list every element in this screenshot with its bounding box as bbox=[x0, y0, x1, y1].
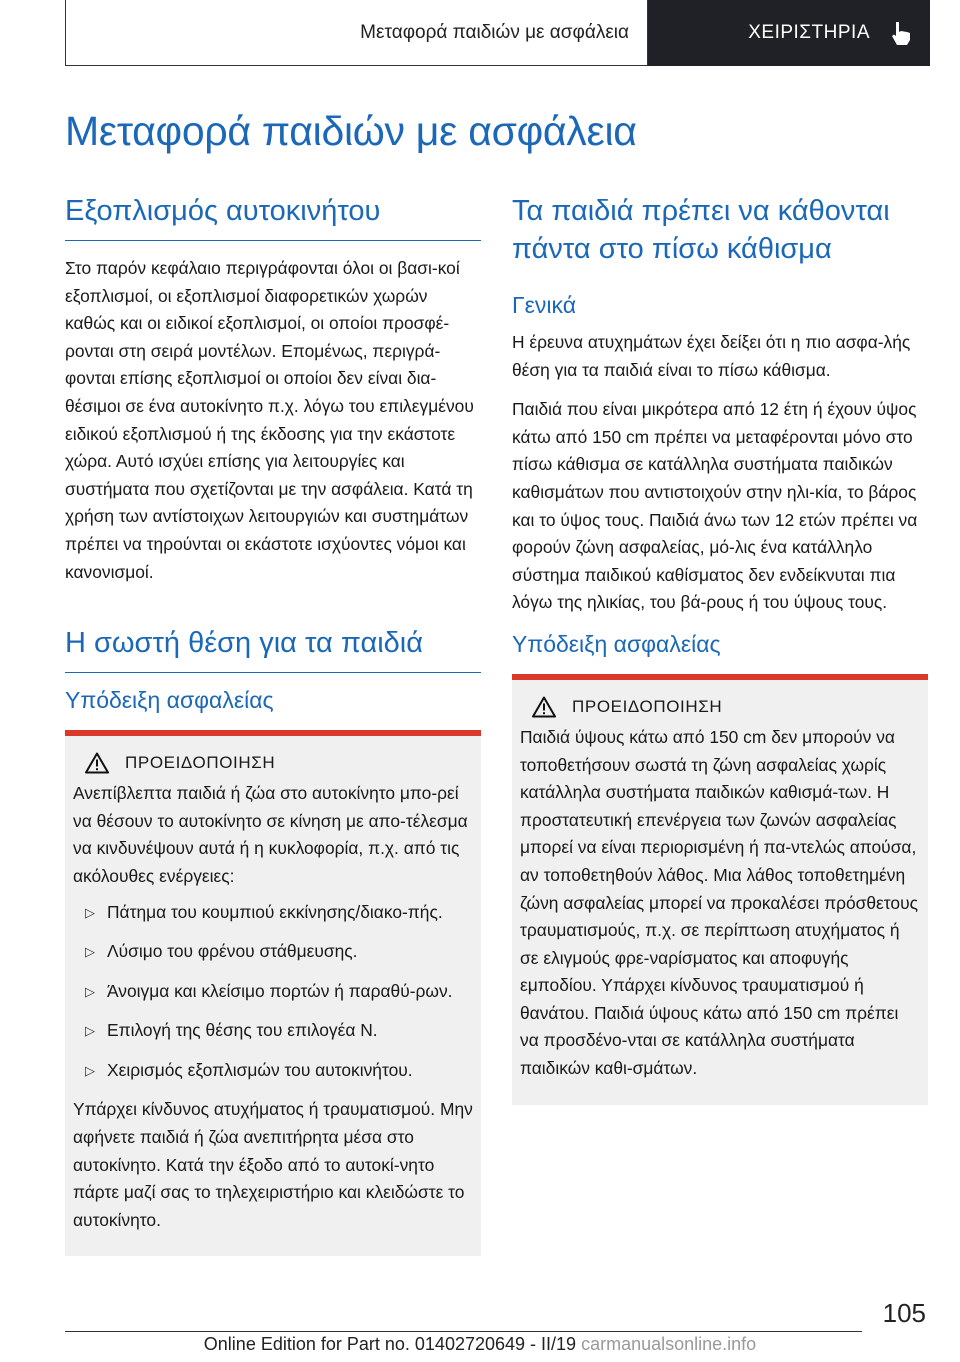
list-item: ▷ Χειρισμός εξοπλισμών του αυτοκινήτου. bbox=[73, 1057, 473, 1085]
subsection-title-safety-right: Υπόδειξη ασφαλείας bbox=[512, 630, 721, 657]
warning-header bbox=[73, 752, 473, 774]
subsection-title-safety-left: Υπόδειξη ασφαλείας bbox=[65, 687, 274, 714]
right-column bbox=[512, 170, 928, 1105]
page-footer bbox=[0, 1334, 960, 1355]
warning-triangle-icon bbox=[532, 696, 556, 718]
section-title-correct-position: Η σωστή θέση για τα παιδιά bbox=[65, 598, 481, 673]
warning-box-left bbox=[65, 730, 481, 1256]
footer-edition: Online Edition for Part no. 01402720649 - II/19 bbox=[203, 1334, 577, 1354]
section-title-equipment: Εξοπλισμός αυτοκινήτου bbox=[65, 170, 481, 241]
equipment-paragraph: Στο παρόν κεφάλαιο περιγράφονται όλοι οι βασι‐κοί εξοπλισμοί, οι εξοπλισμοί διαφορετικών χωρών καθώς και οι ειδικοί εξοπλισμοί, οι οποίοι προσφέ‐ρονται στη σειρά μοντέλων. Επομένως, περιγρά‐φονται επίσης εξοπλισμοί οι οποίοι δεν είναι δια‐θέσιμοι σε ένα αυτοκίνητο π.χ. λόγω του επιλεγμένου ειδικού εξοπλισμού ή της έκδοσης για την εκάστοτε χώρα. Αυτό ισχύει επίσης για λειτουργίες και συστήματα που σχετίζονται με την ασφάλεια. Κατά τη χρήση των αντίστοιχων λειτουργιών και συστημάτων πρέπει να τηρούνται οι εκάστοτε ισχύοντες νόμοι και κανονισμοί. bbox=[65, 258, 474, 582]
left-column bbox=[65, 170, 481, 1256]
footer-divider bbox=[65, 1331, 862, 1332]
pointing-hand-icon bbox=[886, 18, 916, 48]
general-paragraph-1: Η έρευνα ατυχημάτων έχει δείξει ότι η πιο ασφα‐λής θέση για τα παιδιά είναι το πίσω κάθισμα. bbox=[512, 332, 911, 380]
header-chapter-tab[interactable] bbox=[648, 0, 930, 66]
warning-triangle-icon bbox=[85, 752, 109, 774]
list-item: ▷ Επιλογή της θέσης του επιλογέα N. bbox=[73, 1017, 473, 1045]
section-title-rear-seat: Τα παιδιά πρέπει να κάθονται πάντα στο πίσω κάθισμα bbox=[512, 195, 890, 265]
list-item: ▷ Λύσιμο του φρένου στάθμευσης. bbox=[73, 938, 473, 966]
list-item: ▷ Πάτημα του κουμπιού εκκίνησης/διακο‐πής. bbox=[73, 899, 473, 927]
warning-label: ΠΡΟΕΙΔΟΠΟΙΗΣΗ bbox=[125, 753, 276, 773]
list-item: ▷ Άνοιγμα και κλείσιμο πορτών ή παραθύ‐ρων. bbox=[73, 978, 473, 1006]
page-title: Μεταφορά παιδιών με ασφάλεια bbox=[65, 108, 637, 154]
warning-header bbox=[520, 696, 920, 718]
warning-intro: Ανεπίβλεπτα παιδιά ή ζώα στο αυτοκίνητο μπο‐ρεί να θέσουν το αυτοκίνητο σε κίνηση με απο‐τέλεσμα να κινδυνέψουν αυτά ή η κυκλοφορία, π.χ. από τις ακόλουθες ενέργειες: bbox=[73, 783, 468, 886]
page-number: 105 bbox=[882, 1298, 926, 1328]
page-header bbox=[65, 0, 930, 66]
warning-label: ΠΡΟΕΙΔΟΠΟΙΗΣΗ bbox=[572, 696, 723, 716]
header-chapter-label: ΧΕΙΡΙΣΤΗΡΙΑ bbox=[748, 22, 870, 43]
warning-outro: Υπάρχει κίνδυνος ατυχήματος ή τραυματισμού. Μην αφήνετε παιδιά ή ζώα ανεπιτήρητα μέσα στο αυτοκίνητο. Κατά την έξοδο από το αυτοκί‐νητο πάρτε μαζί σας το τηλεχειριστήριο και κλειδώστε το αυτοκίνητο. bbox=[73, 1099, 473, 1230]
footer-watermark: carmanualsonline.info bbox=[581, 1334, 757, 1354]
warning-box-right bbox=[512, 674, 928, 1105]
subsection-title-general: Γενικά bbox=[512, 292, 577, 318]
warning-text: Παιδιά ύψους κάτω από 150 cm δεν μπορούν να τοποθετήσουν σωστά τη ζώνη ασφαλείας χωρίς κατάλληλα συστήματα παιδικών καθισμά‐των. Η προστατευτική επενέργεια των ζωνών ασφαλείας μπορεί να είναι περιορισμένη ή πα‐ντελώς απούσα, αν τοποθετηθούν λάθος. Μια λάθος τοποθετημένη ζώνη ασφαλείας μπορεί να προκαλέσει πρόσθετους τραυματισμούς, π.χ. σε περίπτωση ατυχήματος ή σε ελιγμούς φρε‐ναρίσματος και αποφυγής εμποδίου. Υπάρχει κίνδυνος τραυματισμού ή θανάτου. Παιδιά ύψους κάτω από 150 cm πρέπει να προσδένο‐νται σε κατάλληλα συστήματα παιδικών καθι‐σμάτων. bbox=[520, 726, 918, 1079]
header-section-title: Μεταφορά παιδιών με ασφάλεια bbox=[65, 0, 648, 66]
warning-action-list bbox=[73, 899, 473, 1085]
general-paragraph-2: Παιδιά που είναι μικρότερα από 12 έτη ή έχουν ύψος κάτω από 150 cm πρέπει να μεταφέρονται μόνο στο πίσω κάθισμα σε κατάλληλα συστήματα παιδικών καθισμάτων που αντιστοιχούν στην ηλι‐κία, το βάρος και το ύψος τους. Παιδιά άνω των 12 ετών πρέπει να φορούν ζώνη ασφαλείας, μό‐λις ένα κατάλληλο σύστημα παιδικού καθίσματος δεν ενδείκνυται πια λόγω της ηλικίας, του βά‐ρους ή του ύψους τους. bbox=[512, 399, 918, 613]
